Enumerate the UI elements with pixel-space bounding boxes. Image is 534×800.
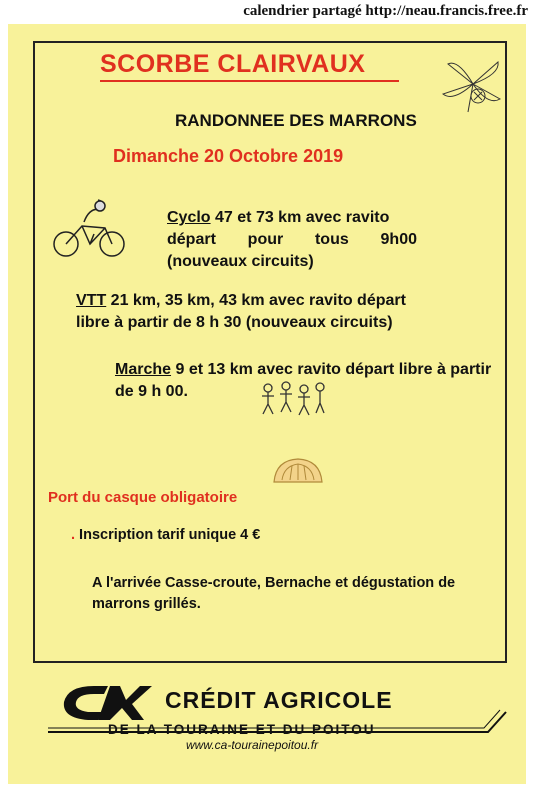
cyclo-section <box>167 207 417 273</box>
flyer-border <box>33 41 507 663</box>
helmet-notice: Port du casque obligatoire <box>48 489 238 506</box>
registration-text: Inscription tarif unique 4 € <box>75 527 261 543</box>
cyclo-distances: 47 et 73 km avec ravito <box>210 209 390 226</box>
bullet-dot: . <box>71 527 76 543</box>
event-title: SCORBE CLAIRVAUX <box>100 50 366 78</box>
event-flyer <box>8 24 526 784</box>
sponsor-region: DE LA TOURAINE ET DU POITOU <box>108 722 376 737</box>
arrival-info: A l'arrivée Casse-croute, Bernache et dégustation de marrons grillés. <box>92 575 456 612</box>
registration-info <box>71 524 260 546</box>
helmet-icon <box>270 456 326 488</box>
cyclist-illustration-icon <box>50 194 130 264</box>
calendar-url-header: calendrier partagé http://neau.francis.free.fr <box>243 3 528 19</box>
cyclo-circuits: (nouveaux circuits) <box>167 253 314 270</box>
cyclo-start: départ pour tous 9h00 <box>167 231 417 248</box>
vtt-details: 21 km, 35 km, 43 km avec ravito départ libre à partir de 8 h 30 (nouveaux circuits) <box>76 292 406 331</box>
vtt-label: VTT <box>76 292 107 309</box>
cyclo-label: Cyclo <box>167 209 211 226</box>
marche-details: 9 et 13 km avec ravito départ libre à partir de 9 h 00. <box>115 361 492 400</box>
event-subtitle: RANDONNEE DES MARRONS <box>175 111 417 130</box>
sponsor-name: CRÉDIT AGRICOLE <box>165 687 393 713</box>
vtt-section <box>76 290 416 334</box>
marche-label: Marche <box>115 361 172 378</box>
chestnut-leaves-icon <box>438 54 508 114</box>
imprint-vertical-text <box>496 524 508 664</box>
title-underline <box>100 80 399 82</box>
walkers-illustration-icon <box>258 380 328 418</box>
sponsor-website: www.ca-tourainepoitou.fr <box>186 738 319 752</box>
event-date: Dimanche 20 Octobre 2019 <box>113 146 344 166</box>
